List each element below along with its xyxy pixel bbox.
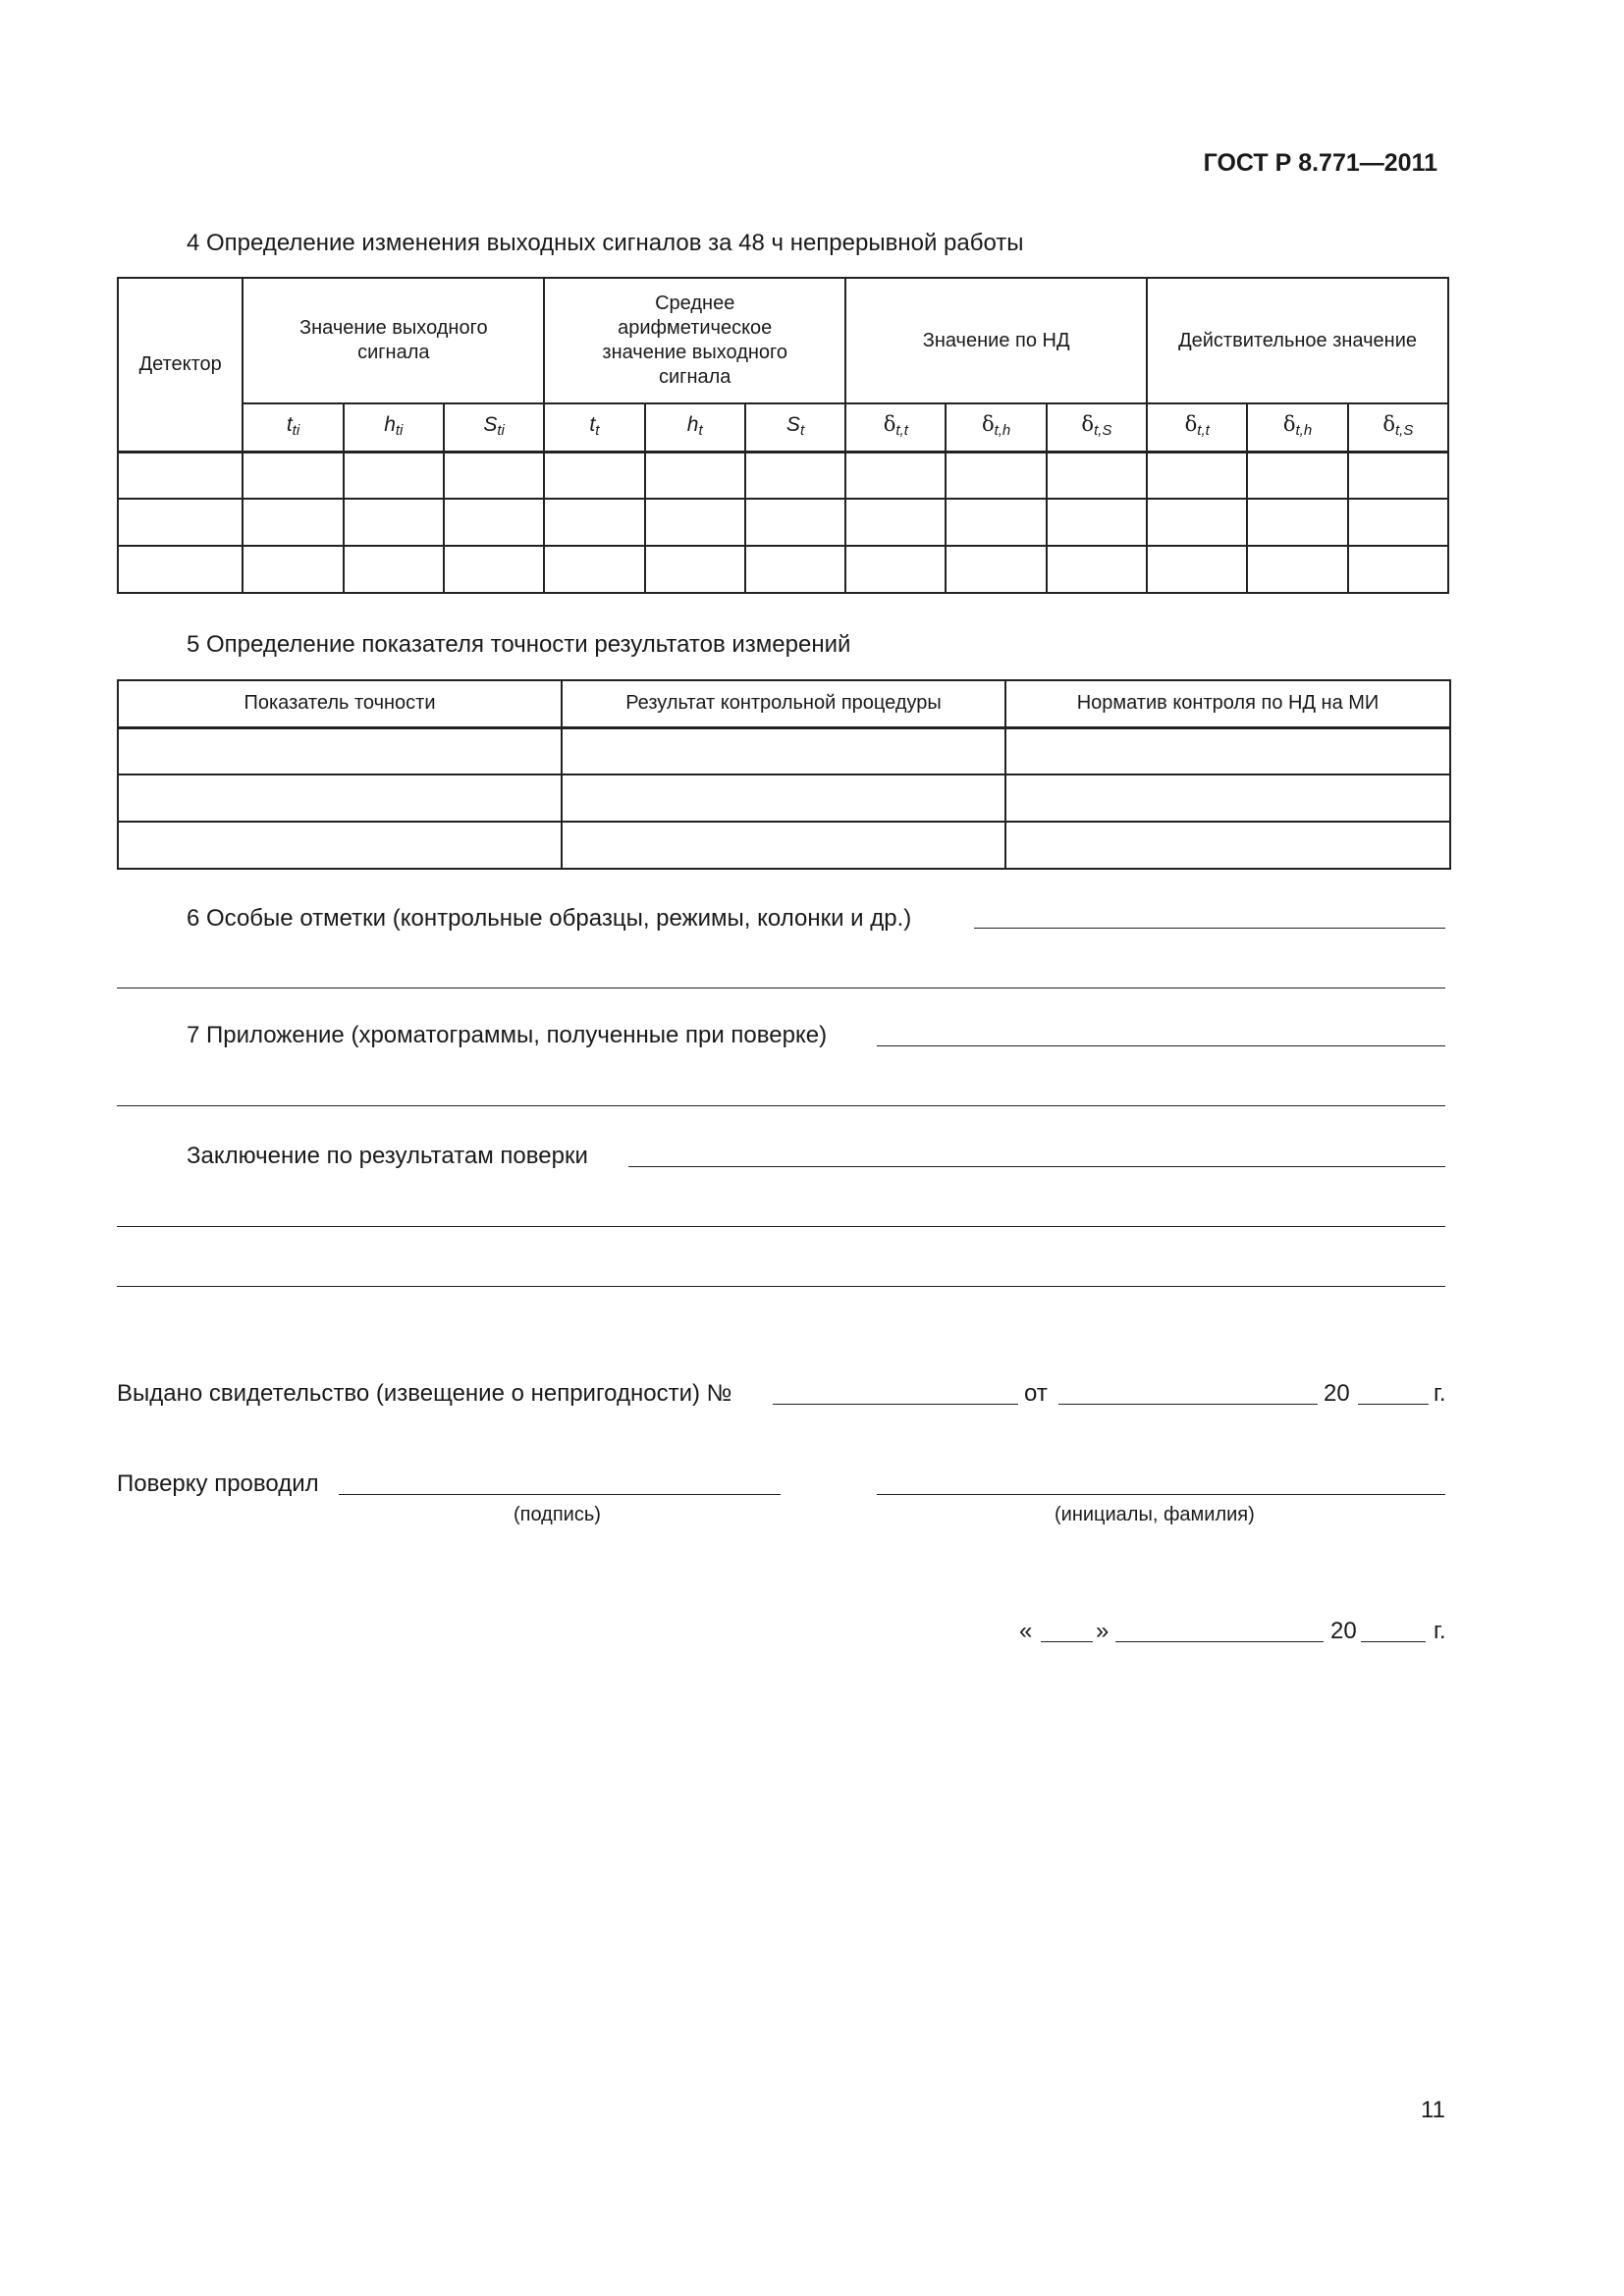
symbol-base: S <box>483 412 498 436</box>
symbol-header <box>845 403 946 452</box>
nd-value-header: Значение по НД <box>845 278 1147 403</box>
section7-label: 7 Приложение (хроматограммы, полученные при поверке) <box>187 1022 828 1048</box>
table-row <box>118 774 1450 822</box>
symbol-subscript: t <box>595 421 600 439</box>
section4-title: 4 Определение изменения выходных сигналов за 48 ч непрерывной работы <box>187 230 1024 256</box>
control-norm-header: Норматив контроля по НД на МИ <box>1005 680 1450 727</box>
output-signal-header: Значение выходного сигнала <box>243 278 544 403</box>
page-number: 11 <box>1421 2097 1445 2123</box>
certificate-date-line <box>1058 1404 1318 1405</box>
symbol-base: δ <box>883 411 896 436</box>
control-result-header: Результат контрольной процедуры <box>562 680 1005 727</box>
section7-line <box>117 1105 1445 1106</box>
section6-label: 6 Особые отметки (контрольные образцы, режимы, колонки и др.) <box>187 905 912 932</box>
symbol-base: δ <box>1081 411 1095 436</box>
symbol-header <box>1147 403 1247 452</box>
symbol-base: S <box>785 412 800 436</box>
section6-line <box>974 928 1445 929</box>
conclusion-line <box>117 1286 1445 1287</box>
mean-signal-header: Среднее арифметическое значение выходного сигнала <box>544 278 845 403</box>
certificate-year-suffix: г. <box>1434 1380 1446 1407</box>
symbol-header <box>344 403 444 452</box>
symbol-subscript: ti <box>497 421 505 439</box>
table-row <box>118 499 1448 546</box>
symbol-subscript: t,t <box>895 421 908 439</box>
date-day-line <box>1041 1641 1093 1642</box>
signature-line <box>339 1494 781 1495</box>
certificate-year-prefix: 20 <box>1324 1380 1350 1407</box>
table-row <box>118 546 1448 593</box>
symbol-subscript: t,h <box>994 421 1011 439</box>
signature-caption: (подпись) <box>514 1504 601 1525</box>
symbol-subscript: t,S <box>1094 421 1112 439</box>
symbol-header <box>645 403 745 452</box>
detector-header: Детектор <box>118 278 243 452</box>
conclusion-line <box>117 1226 1445 1227</box>
output-signal-table <box>117 277 1449 594</box>
date-year-prefix: 20 <box>1330 1618 1357 1644</box>
symbol-subscript: ti <box>395 421 404 439</box>
section5-title: 5 Определение показателя точности результатов измерений <box>187 631 851 658</box>
name-caption: (инициалы, фамилия) <box>1055 1504 1255 1525</box>
symbol-base: h <box>384 412 396 436</box>
symbol-base: t <box>286 412 293 436</box>
conclusion-line <box>628 1166 1445 1167</box>
symbol-base: δ <box>1184 411 1198 436</box>
actual-value-header: Действительное значение <box>1147 278 1448 403</box>
date-close-quote: » <box>1096 1618 1110 1644</box>
verifier-label: Поверку проводил <box>117 1470 319 1497</box>
symbol-subscript: t <box>799 421 805 439</box>
symbol-header <box>946 403 1046 452</box>
certificate-year-line <box>1358 1404 1429 1405</box>
symbol-header <box>243 403 343 452</box>
accuracy-indicator-header: Показатель точности <box>118 680 562 727</box>
table-row <box>118 822 1450 869</box>
symbol-header <box>1247 403 1347 452</box>
symbol-base: δ <box>1382 411 1395 436</box>
standard-header: ГОСТ Р 8.771—2011 <box>1203 149 1437 177</box>
certificate-number-line <box>773 1404 1018 1405</box>
certificate-from-label: от <box>1024 1380 1048 1407</box>
symbol-subscript: t,S <box>1394 421 1414 439</box>
date-month-line <box>1115 1641 1324 1642</box>
symbol-base: h <box>686 412 699 436</box>
conclusion-label: Заключение по результатам поверки <box>187 1143 588 1169</box>
symbol-subscript: t,t <box>1197 421 1210 439</box>
table-row <box>118 452 1448 499</box>
symbol-base: δ <box>1282 411 1296 436</box>
symbol-header <box>444 403 544 452</box>
accuracy-table <box>117 679 1451 870</box>
symbol-base: t <box>589 412 596 436</box>
date-year-suffix: г. <box>1434 1618 1446 1644</box>
symbol-header <box>745 403 845 452</box>
symbol-subscript: t,h <box>1295 421 1313 439</box>
date-year-line <box>1361 1641 1426 1642</box>
name-line <box>877 1494 1445 1495</box>
date-open-quote: « <box>1019 1618 1033 1644</box>
symbol-header <box>1047 403 1147 452</box>
section7-line <box>877 1045 1445 1046</box>
symbol-subscript: ti <box>292 421 300 439</box>
symbol-header <box>1348 403 1448 452</box>
symbol-subscript: t <box>698 421 703 439</box>
symbol-header <box>544 403 644 452</box>
table-row <box>118 727 1450 774</box>
certificate-label: Выдано свидетельство (извещение о непригодности) № <box>117 1380 732 1407</box>
symbol-base: δ <box>981 411 995 436</box>
